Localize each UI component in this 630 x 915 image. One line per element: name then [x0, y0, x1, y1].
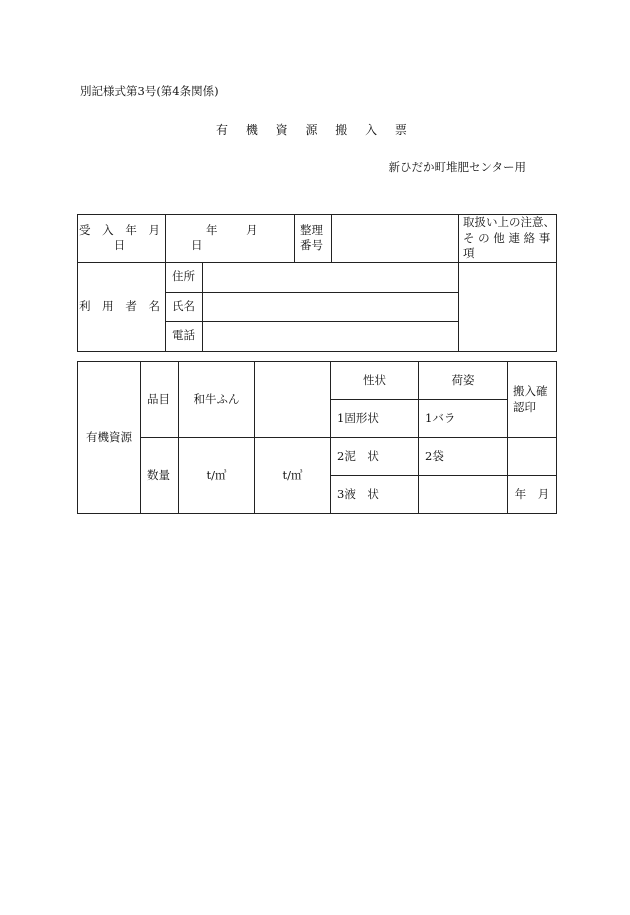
address-label: 住所: [166, 262, 203, 292]
year-month-label: 年 月: [508, 476, 557, 514]
confirmation-stamp-field[interactable]: [508, 438, 557, 476]
item-extra-field[interactable]: [255, 362, 331, 438]
receipt-date-field[interactable]: [166, 215, 295, 263]
receipt-user-table: [77, 214, 557, 352]
reference-number-line-1: 整理: [300, 222, 323, 237]
user-name-label: 利 用 者 名: [78, 262, 166, 351]
notes-line-2: そ の 他 連 絡 事 項: [463, 230, 551, 261]
property-option-3[interactable]: 3液 状: [331, 476, 419, 514]
confirmation-line-2: 認印: [513, 399, 536, 414]
notes-label: [459, 215, 557, 263]
organic-resource-table: [77, 361, 557, 514]
quantity-unit-2: t/㎥: [255, 438, 331, 514]
form-reference: 別記様式第3号(第4条関係): [80, 84, 219, 98]
address-field[interactable]: [203, 262, 459, 292]
phone-label: 電話: [166, 321, 203, 351]
year-label: 年: [206, 222, 218, 237]
confirmation-stamp-label: [508, 362, 557, 438]
packing-option-1[interactable]: 1バラ: [419, 400, 508, 438]
confirmation-line-1: 搬入確: [513, 383, 548, 398]
reference-number-field[interactable]: [332, 215, 459, 263]
item-value: 和牛ふん: [179, 362, 255, 438]
day-label: 日: [191, 238, 203, 253]
document-title: 有 機 資 源 搬 入 票: [216, 123, 414, 137]
packing-label: 荷姿: [419, 362, 508, 400]
month-label: 月: [246, 222, 258, 237]
packing-option-2[interactable]: 2袋: [419, 438, 508, 476]
item-label: 品目: [141, 362, 179, 438]
quantity-unit-1: t/㎥: [179, 438, 255, 514]
reference-number-line-2: 番号: [300, 238, 323, 253]
receipt-date-label: 受 入 年 月 日: [78, 215, 166, 263]
facility-label: 新ひだか町堆肥センター用: [388, 160, 526, 174]
property-option-1[interactable]: 1固形状: [331, 400, 419, 438]
name-label: 氏名: [166, 292, 203, 321]
reference-number-label: [295, 215, 332, 263]
quantity-label: 数量: [141, 438, 179, 514]
phone-field[interactable]: [203, 321, 459, 351]
name-field[interactable]: [203, 292, 459, 321]
property-option-2[interactable]: 2泥 状: [331, 438, 419, 476]
property-label: 性状: [331, 362, 419, 400]
packing-empty-field[interactable]: [419, 476, 508, 514]
notes-line-1: 取扱い上の注意、: [463, 215, 555, 229]
notes-field[interactable]: [459, 262, 557, 351]
organic-resource-label: 有機資源: [78, 362, 141, 514]
